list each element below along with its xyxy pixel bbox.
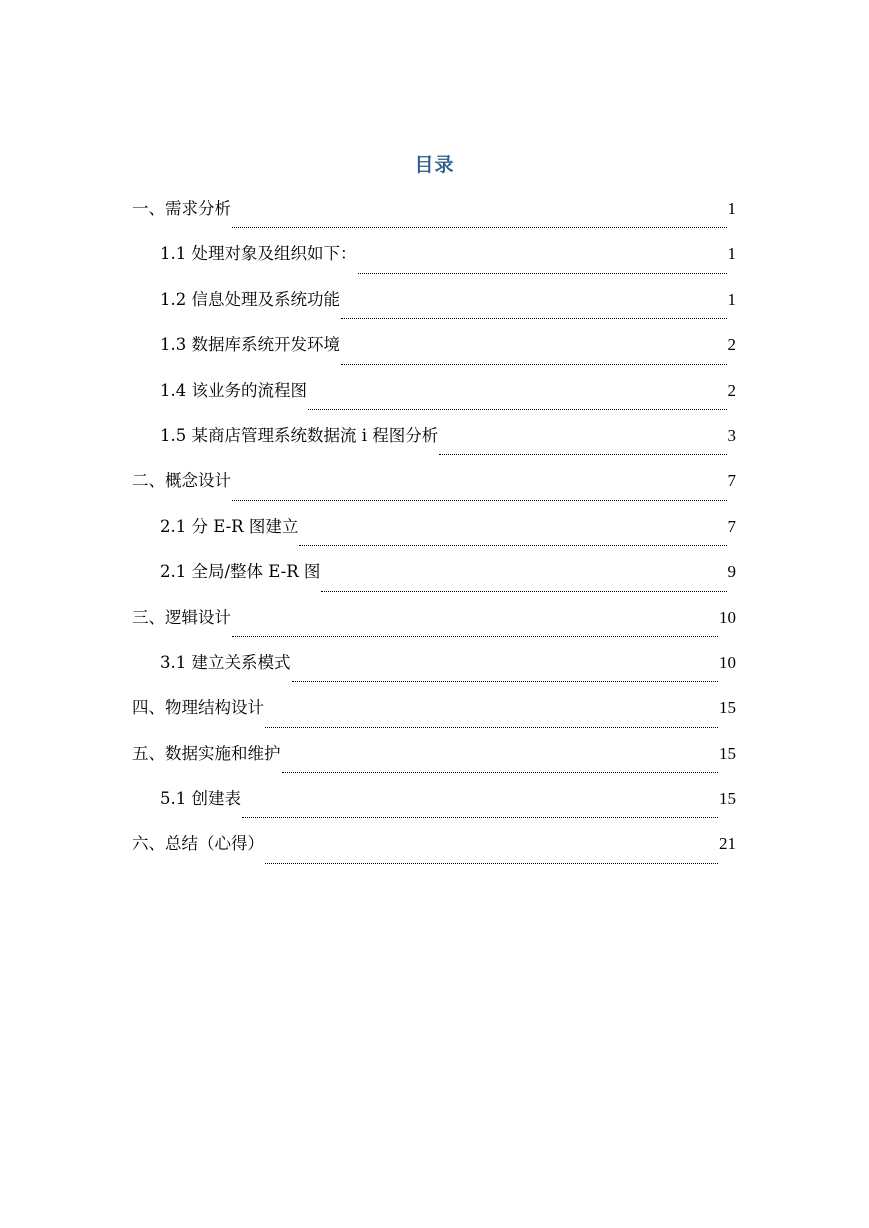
toc-entry-label: 2.1 全局/整体 E-R 图 [160, 562, 321, 582]
toc-entry[interactable] [132, 784, 736, 829]
toc-entry[interactable] [132, 603, 736, 648]
toc-leader-dots [232, 226, 727, 228]
toc-entry-label: 5.1 创建表 [160, 789, 241, 809]
toc-leader-dots [232, 635, 718, 637]
toc-entry-page-number: 10 [719, 652, 736, 672]
toc-entry-label: 四、物理结构设计 [132, 698, 264, 718]
toc-entry-page-number: 15 [719, 789, 736, 809]
toc-entry[interactable] [132, 512, 736, 557]
toc-entry-page-number: 1 [727, 244, 736, 264]
toc-entry-label: 1.4 该业务的流程图 [160, 380, 307, 400]
toc-entry[interactable] [132, 466, 736, 511]
toc-leader-dots [439, 453, 726, 455]
toc-entry[interactable] [132, 421, 736, 466]
toc-entry-page-number: 21 [719, 834, 736, 854]
toc-entry-label: 2.1 分 E-R 图建立 [160, 516, 299, 536]
toc-leader-dots [232, 499, 727, 501]
toc-entry[interactable] [132, 693, 736, 738]
toc-leader-dots [242, 816, 718, 818]
toc-entry[interactable] [132, 829, 736, 874]
toc-title: 目录 [414, 154, 455, 176]
toc-list [132, 194, 736, 875]
toc-leader-dots [341, 363, 727, 365]
toc-entry-label: 3.1 建立关系模式 [160, 652, 291, 672]
toc-entry-page-number: 2 [727, 380, 736, 400]
toc-entry-page-number: 15 [719, 743, 736, 763]
toc-entry[interactable] [132, 648, 736, 693]
toc-entry-label: 一、需求分析 [132, 199, 231, 218]
toc-entry[interactable] [132, 285, 736, 330]
toc-entry-page-number: 7 [727, 471, 736, 491]
toc-entry[interactable] [132, 194, 736, 239]
toc-entry-label: 1.2 信息处理及系统功能 [160, 289, 340, 309]
toc-entry[interactable] [132, 557, 736, 602]
toc-entry-label: 六、总结（心得） [132, 834, 264, 854]
toc-entry[interactable] [132, 739, 736, 784]
toc-leader-dots [308, 408, 727, 410]
toc-entry-page-number: 2 [727, 335, 736, 355]
toc-entry-page-number: 1 [727, 199, 736, 218]
toc-leader-dots [265, 726, 718, 728]
toc-entry-label: 1.1 处理对象及组织如下： [160, 244, 357, 264]
toc-entry-page-number: 3 [727, 425, 736, 445]
toc-leader-dots [341, 317, 727, 319]
toc-entry-page-number: 1 [727, 289, 736, 309]
toc-entry-label: 1.5 某商店管理系统数据流 i 程图分析 [160, 425, 439, 445]
toc-leader-dots [358, 272, 727, 274]
toc-leader-dots [265, 862, 718, 864]
toc-entry-page-number: 7 [727, 516, 736, 536]
toc-entry[interactable] [132, 330, 736, 375]
toc-entry-page-number: 10 [719, 607, 736, 627]
toc-entry-label: 五、数据实施和维护 [132, 743, 281, 763]
toc-entry-label: 三、逻辑设计 [132, 607, 231, 627]
toc-entry-label: 1.3 数据库系统开发环境 [160, 335, 340, 355]
toc-leader-dots [321, 590, 726, 592]
toc-leader-dots [299, 544, 726, 546]
toc-entry[interactable] [132, 239, 736, 284]
toc-leader-dots [292, 680, 719, 682]
toc-entry[interactable] [132, 376, 736, 421]
toc-entry-label: 二、概念设计 [132, 471, 231, 491]
toc-entry-page-number: 9 [727, 562, 736, 582]
toc-entry-page-number: 15 [719, 698, 736, 718]
toc-leader-dots [282, 771, 719, 773]
